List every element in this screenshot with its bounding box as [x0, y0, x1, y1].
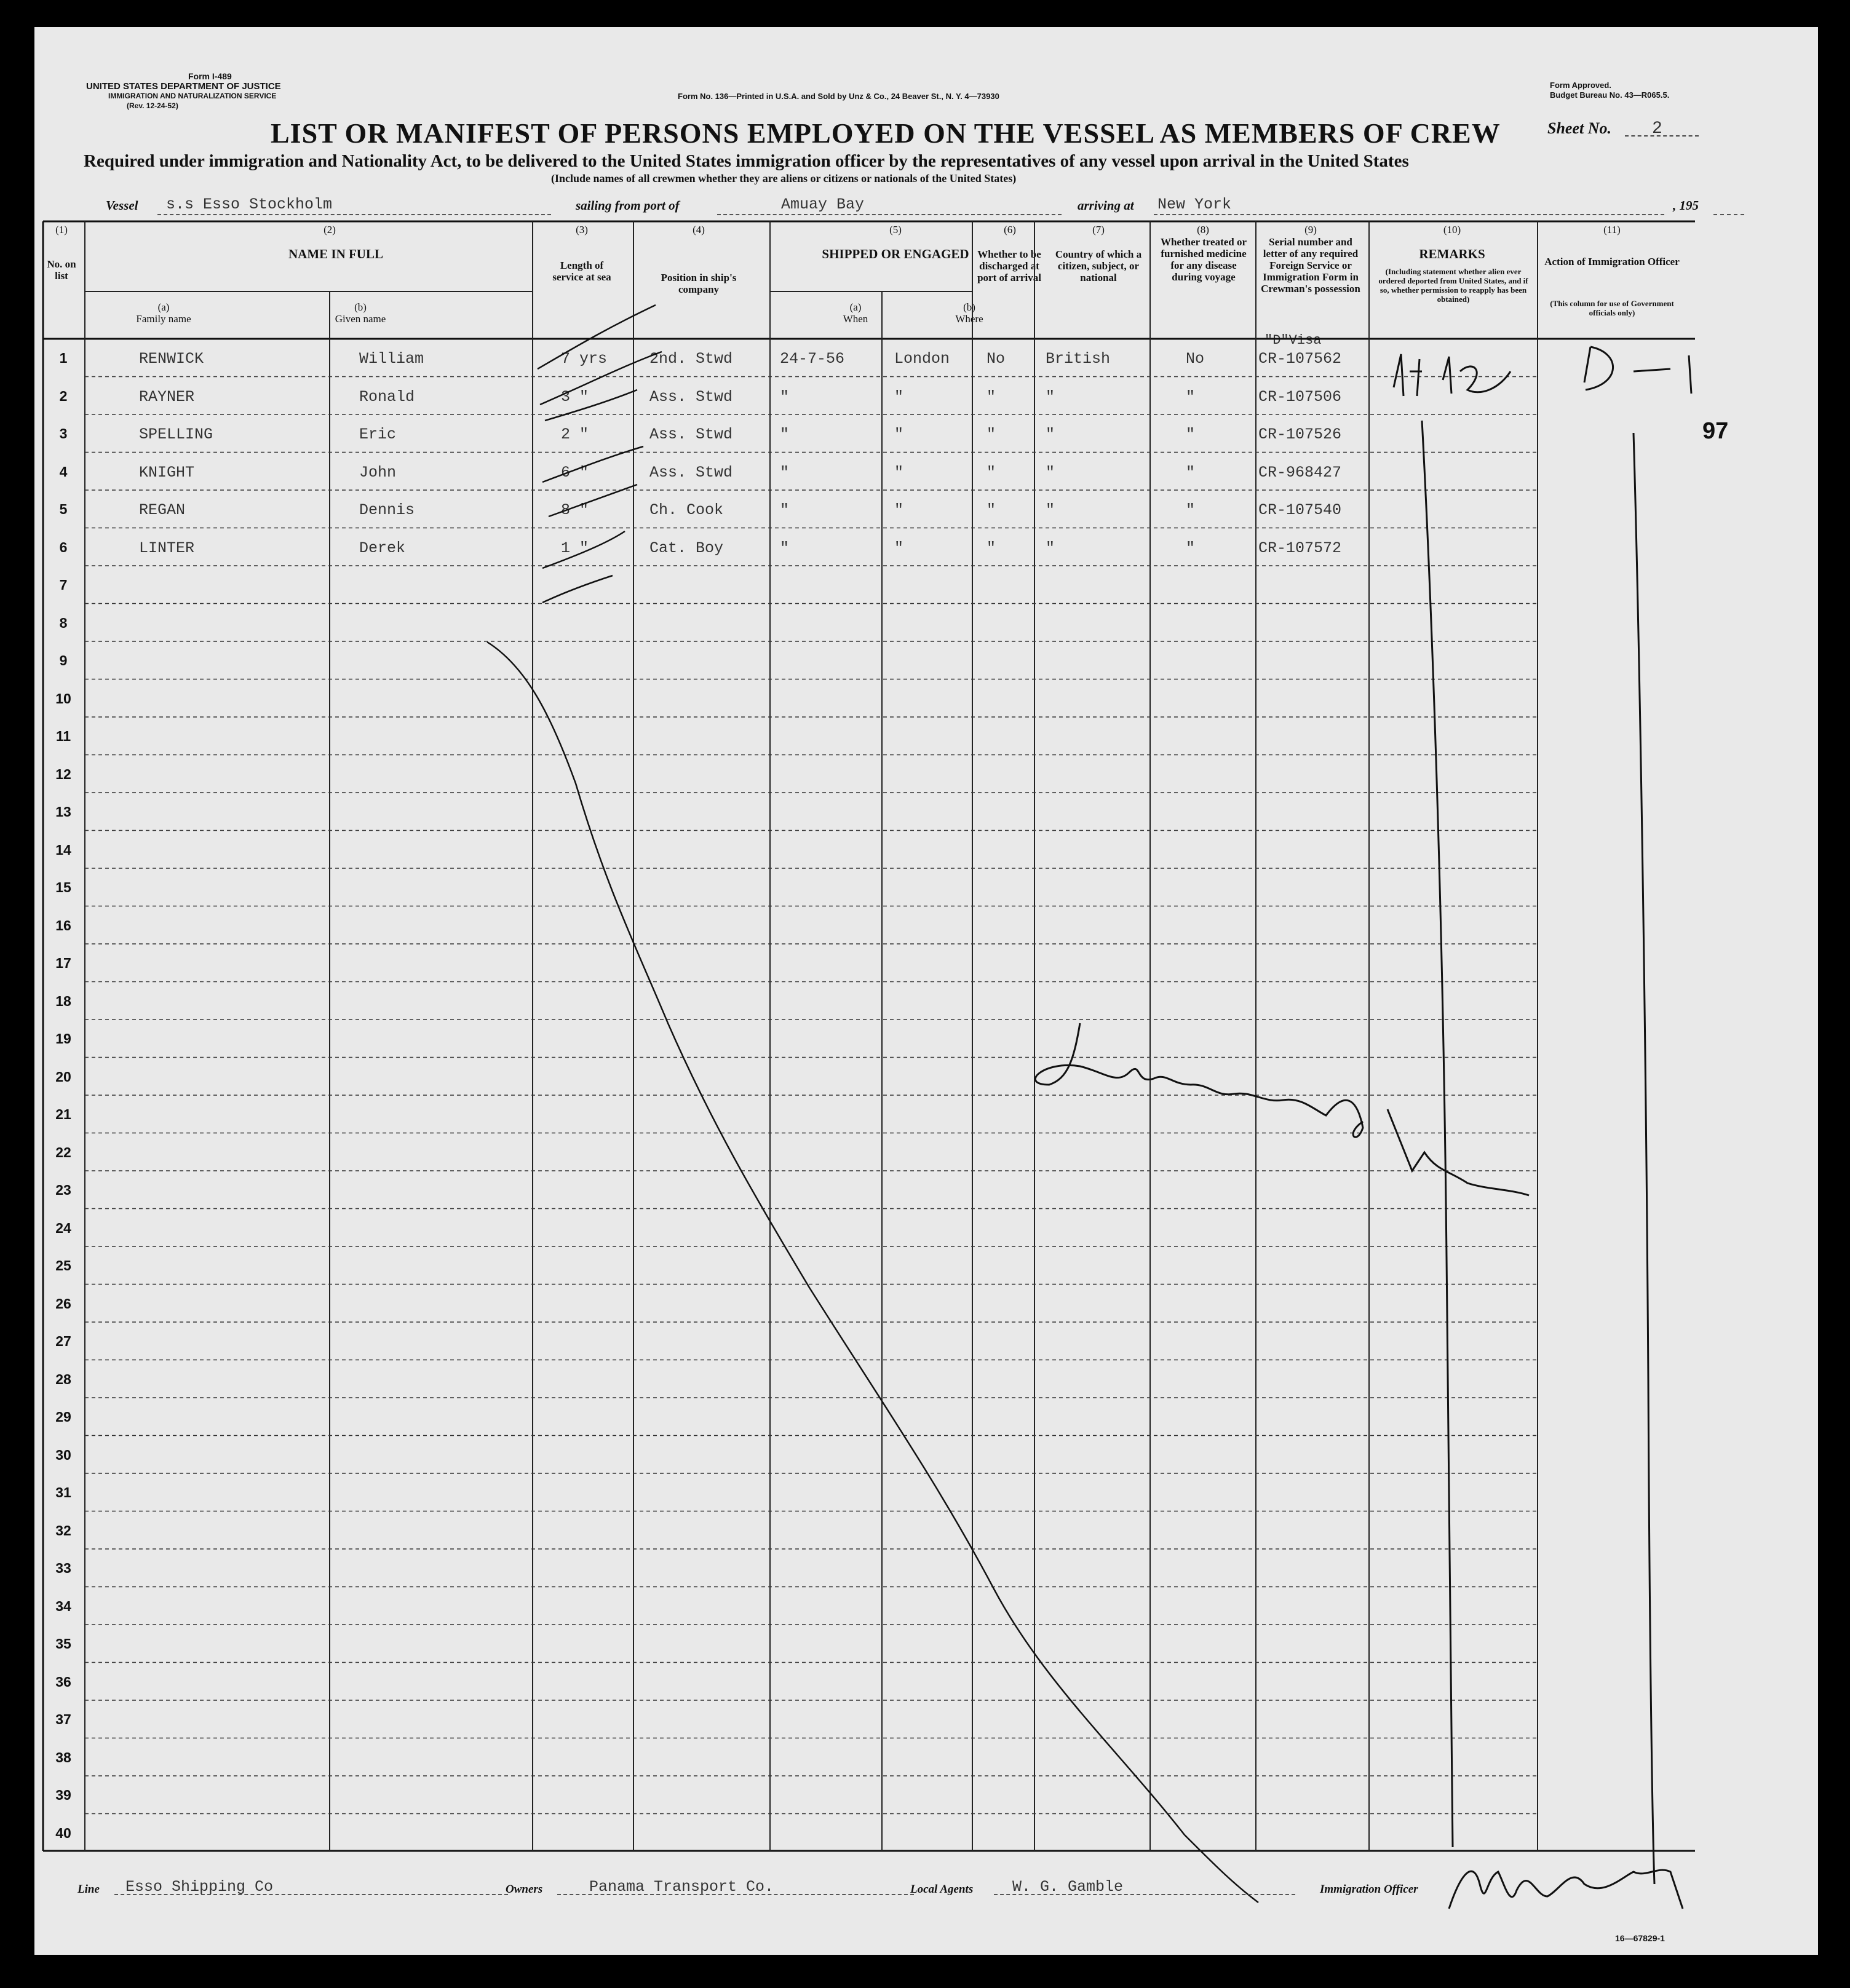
row-number: 22 [55, 1144, 71, 1160]
owners-label: Owners [506, 1883, 543, 1896]
row-number: 19 [55, 1031, 71, 1047]
budget-bureau: Budget Bureau No. 43—R065.5. [1550, 90, 1670, 100]
col5a-label: (a) When [843, 301, 868, 325]
col4-label: Position in ship's company [661, 272, 737, 295]
row-number: 20 [55, 1068, 71, 1085]
crew-where: " [894, 463, 904, 481]
sheet-number: 2 [1652, 119, 1662, 138]
row-number: 40 [55, 1824, 71, 1841]
page-stamp: 97 [1702, 418, 1729, 444]
row-number: 29 [55, 1409, 71, 1425]
crew-given: Ronald [359, 387, 415, 406]
crew-given: Eric [359, 426, 397, 443]
row-number: 21 [55, 1106, 71, 1122]
col10-label: REMARKS [1419, 247, 1485, 261]
port-from: Amuay Bay [781, 196, 865, 213]
col2b-label: (b) Given name [335, 301, 386, 325]
col7-num: (7) [1092, 224, 1105, 236]
crew-position: 2nd. Stwd [649, 350, 733, 368]
col11-note: (This column for use of Government officials only) [1550, 299, 1674, 317]
col10-note: (Including statement whether alien ever ordered deported from United States, and if so, whether permission to reapply has been obtained) [1378, 267, 1528, 304]
crew-when: " [780, 426, 790, 443]
row-number: 17 [55, 955, 71, 971]
col9-num: (9) [1304, 224, 1317, 236]
row-number: 32 [55, 1522, 71, 1539]
crew-country: " [1046, 539, 1055, 557]
document-title: LIST OR MANIFEST OF PERSONS EMPLOYED ON THE VESSEL AS MEMBERS OF CREW [271, 117, 1501, 149]
manifest-sheet [34, 27, 1818, 1955]
form-number: Form I-489 [188, 71, 232, 81]
col5-label: SHIPPED OR ENGAGED [822, 247, 969, 261]
printer-line: Form No. 136—Printed in U.S.A. and Sold by Unz & Co., 24 Beaver St., N. Y. 4—73930 [678, 92, 999, 101]
row-number: 35 [55, 1636, 71, 1652]
row-number: 26 [55, 1295, 71, 1312]
action-handwriting [1584, 347, 1691, 394]
form-approved: Form Approved. [1550, 81, 1611, 90]
remarks-handwriting [1394, 354, 1511, 396]
col7-label: Country of which a citizen, subject, or national [1055, 248, 1142, 283]
year-label: , 195 [1673, 198, 1699, 213]
crew-given: Dennis [359, 501, 415, 519]
row-number: 38 [55, 1749, 71, 1765]
crew-given: William [359, 350, 424, 368]
vessel-label: Vessel [106, 198, 138, 213]
row-number: 39 [55, 1787, 71, 1803]
row-number: 12 [55, 766, 71, 782]
row-number: 31 [55, 1484, 71, 1500]
crew-family: RAYNER [139, 387, 195, 406]
col2-num: (2) [324, 224, 336, 236]
col10-num: (10) [1443, 224, 1461, 236]
crew-medicine: " [1186, 426, 1196, 443]
crew-where: " [894, 501, 904, 519]
crew-country: " [1046, 426, 1055, 443]
crew-service: 1 " [561, 539, 589, 557]
crew-where: " [894, 387, 904, 406]
crew-family: KNIGHT [139, 463, 195, 481]
handwritten-individual-d-visa [1035, 1023, 1529, 1195]
crew-service: 6 " [561, 463, 589, 481]
crew-country: " [1046, 501, 1055, 519]
row-number: 6 [59, 539, 68, 555]
row-number: 15 [55, 879, 71, 895]
row-number: 9 [59, 652, 68, 668]
col3-num: (3) [576, 224, 588, 236]
crew-discharged: " [987, 463, 996, 481]
row-number: 1 [59, 350, 68, 366]
crew-position: Ass. Stwd [649, 387, 733, 406]
sailing-label: sailing from port of [576, 198, 680, 213]
crew-medicine: No [1186, 350, 1205, 368]
vessel-name: s.s Esso Stockholm [166, 196, 333, 213]
row-number: 2 [59, 387, 68, 404]
crew-family: LINTER [139, 539, 195, 557]
crew-position: Cat. Boy [649, 539, 724, 557]
row-number: 8 [59, 614, 68, 631]
col5b-label: (b) Where [955, 301, 983, 325]
crew-serial: CR-107540 [1258, 501, 1342, 519]
row-number: 18 [55, 992, 71, 1009]
owners-value: Panama Transport Co. [589, 1878, 774, 1896]
crew-service: 2 " [561, 426, 589, 443]
crew-service: 7 yrs [561, 350, 608, 368]
row-number: 34 [55, 1598, 71, 1614]
table-grid [34, 27, 1818, 1955]
crew-where: " [894, 426, 904, 443]
row-number: 3 [59, 426, 68, 442]
crew-medicine: " [1186, 463, 1196, 481]
col2a-label: (a) Family name [136, 301, 191, 325]
handwritten-diagonal-line [487, 642, 1258, 1903]
handwritten-check-marks [538, 305, 662, 603]
port-to: New York [1157, 196, 1232, 213]
crew-medicine: " [1186, 387, 1196, 406]
crew-when: " [780, 539, 790, 557]
crew-medicine: " [1186, 539, 1196, 557]
row-number: 27 [55, 1333, 71, 1349]
crew-country: " [1046, 463, 1055, 481]
row-number: 11 [55, 728, 71, 744]
row-number: 28 [55, 1371, 71, 1387]
row-number: 4 [59, 463, 68, 480]
crew-position: Ch. Cook [649, 501, 724, 519]
revision: (Rev. 12-24-52) [127, 101, 178, 110]
row-number: 7 [59, 577, 68, 593]
officer-signature [1449, 1870, 1683, 1909]
department: UNITED STATES DEPARTMENT OF JUSTICE [86, 81, 281, 92]
document-subtitle: Required under immigration and Nationality Act, to be delivered to the United States immigration officer by the representatives of any vessel upon arrival in the United States [84, 151, 1409, 171]
row-number: 33 [55, 1560, 71, 1576]
crew-family: SPELLING [139, 426, 213, 443]
crew-service: 3 " [561, 387, 589, 406]
col3-label: Length of service at sea [552, 259, 611, 283]
col9-label: Serial number and letter of any required Foreign Service or Immigration Form in Crewman's possession [1261, 236, 1360, 295]
row-number: 10 [55, 690, 71, 707]
crew-serial: CR-107526 [1258, 426, 1342, 443]
crew-serial: CR-107506 [1258, 387, 1342, 406]
crew-serial-note: "D"Visa [1264, 333, 1322, 348]
action-ditto-line [1634, 433, 1654, 1884]
row-number: 16 [55, 917, 71, 933]
officer-label: Immigration Officer [1320, 1883, 1418, 1896]
crew-given: Derek [359, 539, 406, 557]
row-number: 25 [55, 1257, 71, 1273]
col8-label: Whether treated or furnished medicine for any disease during voyage [1160, 236, 1247, 283]
footer-code: 16—67829-1 [1615, 1933, 1665, 1943]
col1-label: No. on list [47, 258, 76, 282]
crew-serial: CR-107562 [1258, 350, 1342, 368]
row-number: 13 [55, 804, 71, 820]
line-label: Line [77, 1883, 100, 1896]
crew-serial: CR-107572 [1258, 539, 1342, 557]
crew-where: London [894, 350, 950, 368]
crew-when: " [780, 501, 790, 519]
crew-discharged: " [987, 387, 996, 406]
crew-medicine: " [1186, 501, 1196, 519]
service: IMMIGRATION AND NATURALIZATION SERVICE [108, 92, 277, 100]
crew-discharged: " [987, 539, 996, 557]
include-note: (Include names of all crewmen whether they are aliens or citizens or nationals of the United States) [551, 172, 1017, 184]
line-value: Esso Shipping Co [125, 1878, 274, 1896]
col6-num: (6) [1004, 224, 1016, 236]
row-number: 23 [55, 1182, 71, 1198]
row-number: 37 [55, 1711, 71, 1727]
crew-service: 8 " [561, 501, 589, 519]
row-number: 5 [59, 501, 68, 517]
crew-discharged: " [987, 426, 996, 443]
crew-discharged: No [987, 350, 1006, 368]
arriving-label: arriving at [1078, 198, 1134, 213]
col1-num: (1) [55, 224, 68, 236]
crew-when: " [780, 463, 790, 481]
col5-num: (5) [889, 224, 902, 236]
crew-family: RENWICK [139, 350, 204, 368]
col8-num: (8) [1197, 224, 1209, 236]
crew-where: " [894, 539, 904, 557]
crew-family: REGAN [139, 501, 186, 519]
crew-discharged: " [987, 501, 996, 519]
col11-label: Action of Immigration Officer [1544, 256, 1680, 267]
row-number: 24 [55, 1219, 71, 1236]
row-number: 14 [55, 841, 71, 858]
crew-position: Ass. Stwd [649, 463, 733, 481]
row-number: 36 [55, 1673, 71, 1690]
row-number: 30 [55, 1446, 71, 1463]
crew-given: John [359, 463, 397, 481]
col6-label: Whether to be discharged at port of arrival [977, 248, 1041, 283]
sheet-label: Sheet No. [1547, 119, 1611, 137]
crew-country: British [1046, 350, 1111, 368]
crew-position: Ass. Stwd [649, 426, 733, 443]
col11-num: (11) [1603, 224, 1621, 236]
agents-value: W. G. Gamble [1012, 1878, 1124, 1896]
crew-serial: CR-968427 [1258, 463, 1342, 481]
agents-label: Local Agents [910, 1883, 974, 1896]
crew-country: " [1046, 387, 1055, 406]
remarks-ditto-line [1422, 421, 1453, 1847]
crew-when: 24-7-56 [780, 350, 845, 368]
col2-label: NAME IN FULL [288, 247, 383, 261]
col4-num: (4) [693, 224, 705, 236]
crew-when: " [780, 387, 790, 406]
